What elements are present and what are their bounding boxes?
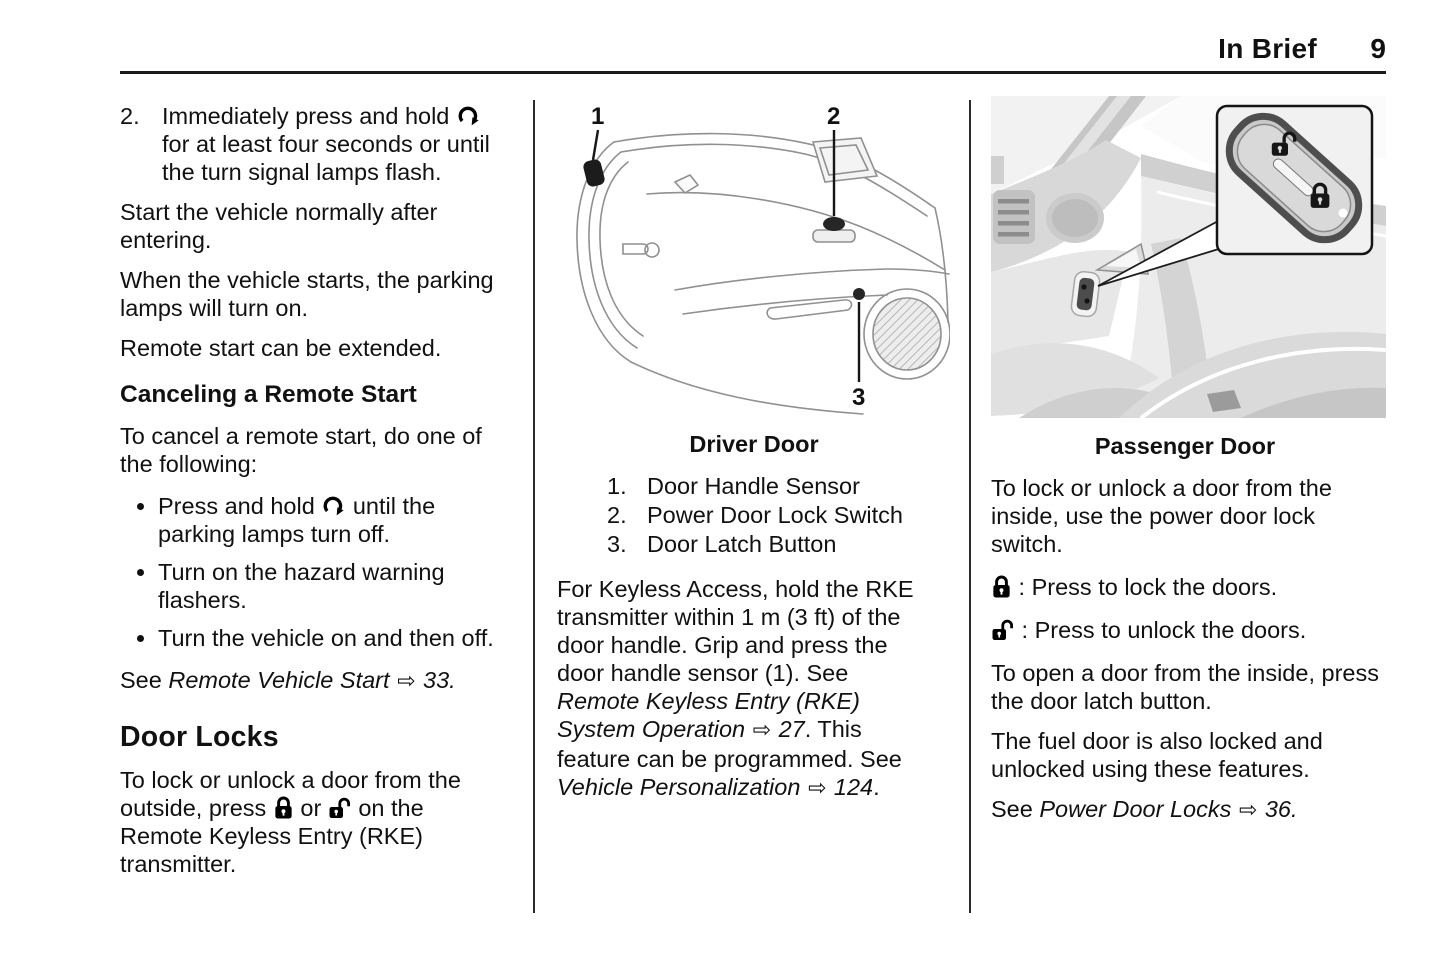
remote-start-icon <box>321 494 346 518</box>
xref-arrow-icon: ⇨ <box>1238 798 1258 823</box>
list-item: • Turn on the hazard warning flashers. <box>158 558 496 614</box>
paragraph: To cancel a remote start, do one of the following: <box>120 423 482 477</box>
lock-open-icon <box>328 796 352 820</box>
xref-arrow-icon: ⇨ <box>752 718 772 743</box>
callout-3: 3 <box>852 384 866 411</box>
figure-caption: Driver Door <box>689 431 819 457</box>
list-item: • Turn the vehicle on and then off. <box>158 624 496 652</box>
paragraph: To open a door from the inside, press the door latch button. <box>991 660 1379 714</box>
paragraph: The fuel door is also locked and unlocked using these features. <box>991 728 1323 782</box>
lock-instruction: : Press to lock the doors. <box>991 573 1379 601</box>
xref-arrow-icon: ⇨ <box>397 669 416 694</box>
cross-reference: See Remote Vehicle Start ⇨ 33. <box>120 667 456 694</box>
column-divider-left <box>533 100 535 913</box>
paragraph: To lock or unlock a door from the outside, press or on the Remote Keyless Entry (RKE) transmitter. <box>120 767 461 877</box>
xref-arrow-icon: ⇨ <box>807 776 827 801</box>
section-heading: Door Locks <box>120 721 279 753</box>
passenger-door-figure <box>991 96 1379 460</box>
lock-switch-inset <box>1217 104 1372 254</box>
power-door-lock-switch <box>1070 271 1100 318</box>
header-rule <box>120 71 1386 74</box>
legend-item: 2. Power Door Lock Switch <box>607 502 903 528</box>
left-column <box>120 102 498 890</box>
legend-item: 3. Door Latch Button <box>607 531 837 557</box>
lock-closed-icon <box>273 796 294 820</box>
right-column <box>991 96 1379 837</box>
paragraph: When the vehicle starts, the parking lamps will turn on. <box>120 267 494 321</box>
bullet-list <box>120 492 498 652</box>
remote-start-icon <box>456 104 481 128</box>
subsection-heading: Canceling a Remote Start <box>120 381 417 408</box>
list-item: • Press and hold until the parking lamps turn off. <box>158 492 496 548</box>
lock-open-icon <box>991 618 1015 642</box>
door-latch-button-target <box>853 288 865 300</box>
lock-closed-icon <box>991 575 1012 599</box>
column-divider-right <box>969 100 971 913</box>
cross-reference: See Power Door Locks ⇨ 36. <box>991 796 1298 823</box>
callout-2: 2 <box>827 103 841 130</box>
list-item-text: Immediately press and hold for at least four seconds or until the turn signal lamps flash. <box>162 103 490 185</box>
power-door-lock-switch-target <box>823 217 845 231</box>
paragraph: Remote start can be extended. <box>120 335 442 361</box>
list-item <box>120 102 498 186</box>
driver-door-illustration <box>557 100 950 416</box>
middle-column <box>557 100 951 815</box>
unlock-instruction: : Press to unlock the doors. <box>991 616 1379 644</box>
paragraph: Start the vehicle normally after entering. <box>120 199 438 253</box>
figure-legend <box>607 472 951 559</box>
legend-item: 1. Door Handle Sensor <box>607 473 860 499</box>
callout-1: 1 <box>591 103 605 130</box>
figure-caption: Passenger Door <box>1094 433 1276 459</box>
paragraph: To lock or unlock a door from the inside, use the power door lock switch. <box>991 475 1332 557</box>
passenger-door-illustration <box>991 96 1386 418</box>
page-number: 9 <box>1370 33 1386 64</box>
list-number: 2. <box>120 103 140 129</box>
page-title: In Brief <box>1218 33 1317 64</box>
driver-door-figure <box>557 100 951 458</box>
paragraph: For Keyless Access, hold the RKE transmitter within 1 m (3 ft) of the door handle. Grip and press the door handle sensor (1). See Remote Keyless Entry (RKE) System Operation ⇨ 27. This feature can be programmed. See Vehicle Personalization ⇨ 124. <box>557 576 914 801</box>
